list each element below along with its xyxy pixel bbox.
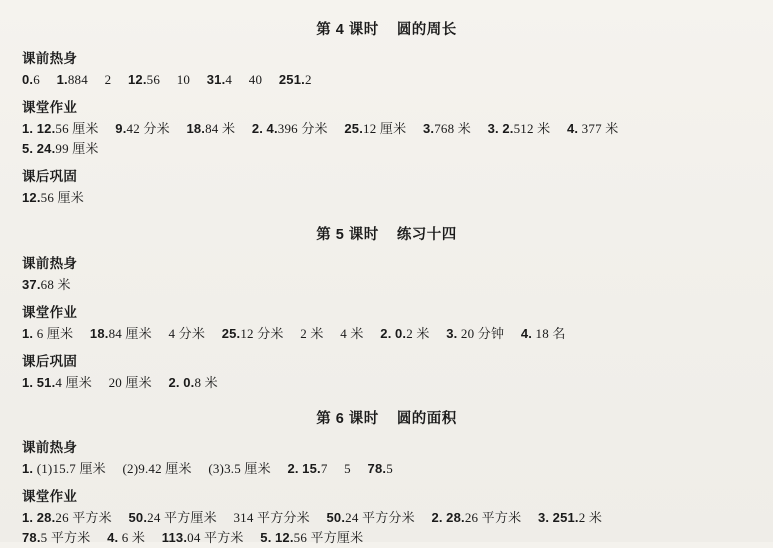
answer-line: 1. 12.56 厘米 9.42 分米 18.84 米 2. 4.396 分米 25.12 厘米 3.768 米 3. 2.512 米 4. 377 米 [22,121,619,137]
section-lesson-4 [22,18,751,209]
section-lesson-name: 圆的周长 [396,22,457,38]
section-title [22,223,751,244]
section-title [22,18,751,39]
section-lesson-name: 圆的面积 [396,410,457,427]
answer-line: 1. 28.26 平方米 50.24 平方厘米 314 平方分米 50.24 平方分米 2. 28.26 平方米 3. 251.2 米 [22,510,603,526]
answer-line: 5. 24.99 厘米 [22,141,99,157]
block-review [22,350,751,393]
block-heading: 课后巩固 [22,353,78,369]
section-lesson-5 [22,223,751,393]
block-classwork [22,96,751,159]
section-lesson-6 [22,407,751,548]
block-heading: 课堂作业 [22,100,78,116]
answer-line: 1. 6 厘米 18.84 厘米 4 分米 25.12 分米 2 米 4 米 2. 0.2 米 3. 20 分钟 4. 18 名 [22,325,566,341]
block-heading: 课堂作业 [22,304,78,320]
answer-line: 0.6 1.884 2 12.56 10 31.4 40 251.2 [22,72,312,87]
answer-line: 12.56 厘米 [22,190,84,206]
answer-line: 1. (1)15.7 厘米 (2)9.42 厘米 (3)3.5 厘米 2. 15.7 5 78.5 [22,460,393,476]
section-lesson-number: 第 4 课时 [316,22,379,38]
block-warmup [22,436,751,479]
section-lesson-name: 练习十四 [396,226,457,243]
answer-line: 1. 51.4 厘米 20 厘米 2. 0.8 米 [22,374,218,390]
block-classwork [22,301,751,344]
block-heading: 课前热身 [22,439,78,455]
block-heading: 课前热身 [22,255,78,271]
block-review [22,165,751,208]
section-lesson-number: 第 5 课时 [316,226,379,243]
block-heading: 课前热身 [22,51,78,66]
block-heading: 课后巩固 [22,169,78,185]
block-warmup [22,47,751,90]
block-warmup [22,252,751,295]
section-lesson-number: 第 6 课时 [316,410,379,427]
block-heading: 课堂作业 [22,489,78,505]
answer-line: 37.68 米 [22,276,71,292]
section-title [22,407,751,428]
block-classwork [22,485,751,548]
answer-line: 78.5 平方米 4. 6 米 113.04 平方米 5. 12.56 平方厘米 [22,530,364,546]
